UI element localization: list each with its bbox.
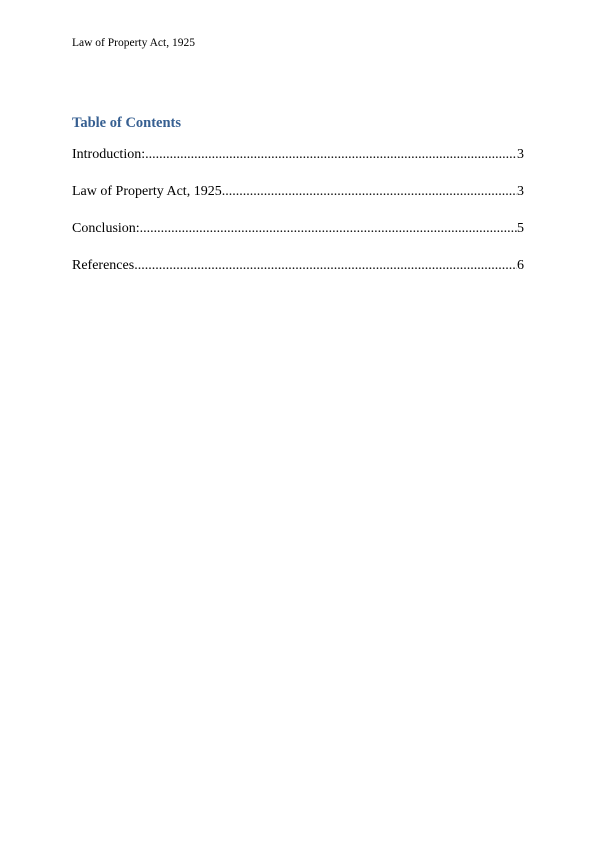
toc-heading: Table of Contents [72,115,182,131]
table-of-contents [72,146,524,294]
toc-entry-label: References [72,258,135,273]
toc-entry-label: Introduction: [72,147,146,162]
toc-dot-leader [140,220,517,238]
toc-dot-leader [145,146,517,164]
toc-entry-page-number: 5 [517,221,524,236]
toc-entry-references[interactable] [72,257,524,294]
toc-entry-page-number: 6 [517,258,524,273]
toc-entry-page-number: 3 [517,147,524,162]
toc-entry-page-number: 3 [517,184,524,199]
toc-dot-leader [222,183,517,201]
toc-dot-leader [134,257,517,275]
toc-entry-label: Conclusion: [72,221,140,236]
toc-entry-conclusion[interactable] [72,220,524,257]
running-header: Law of Property Act, 1925 [72,37,195,49]
toc-entry-law-of-property-act[interactable] [72,183,524,220]
toc-entry-introduction[interactable] [72,146,524,183]
toc-entry-label: Law of Property Act, 1925 [72,184,222,199]
